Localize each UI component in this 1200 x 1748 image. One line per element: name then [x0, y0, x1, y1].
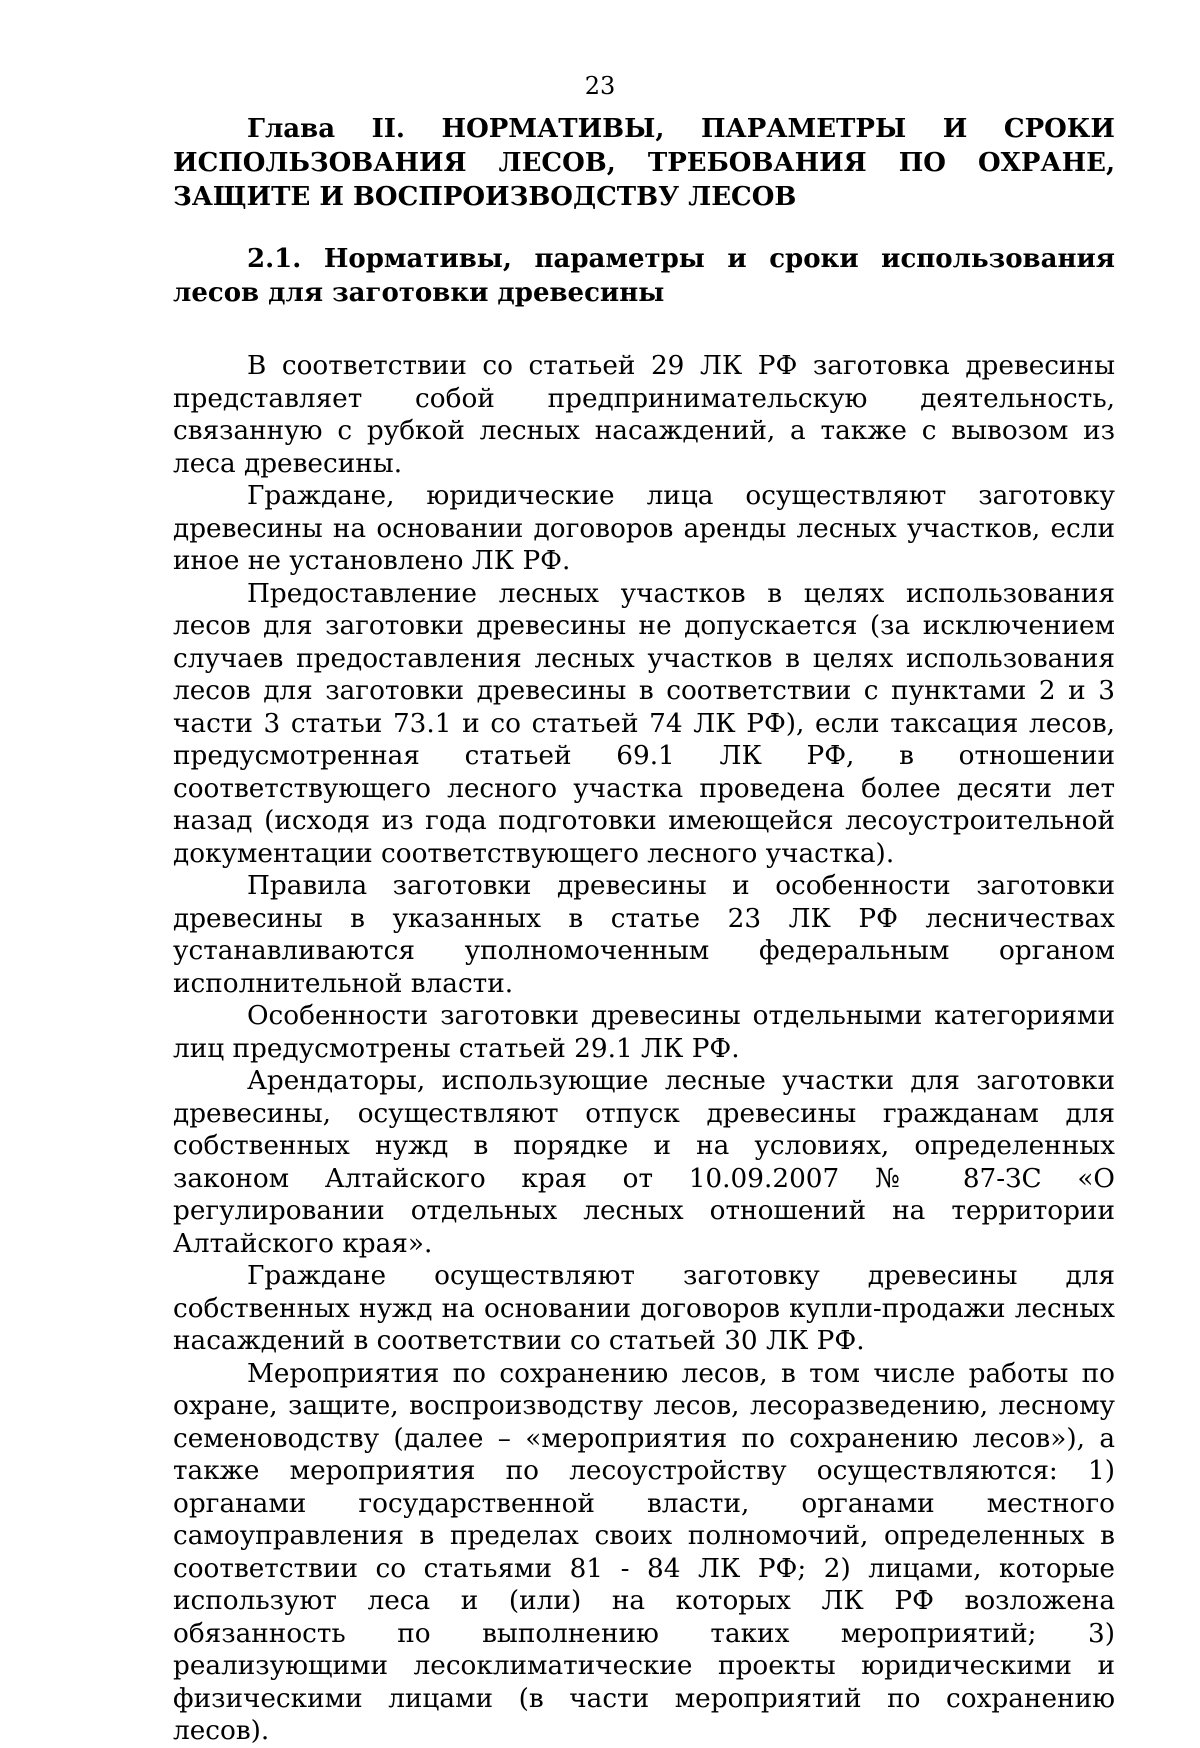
- page-number: 23: [584, 72, 616, 100]
- section-title: 2.1. Нормативы, параметры и сроки использования лесов для заготовки древесины: [173, 244, 1115, 308]
- body-text: [173, 350, 1115, 1748]
- chapter-title: Глава II. НОРМАТИВЫ, ПАРАМЕТРЫ И СРОКИ ИСПОЛЬЗОВАНИЯ ЛЕСОВ, ТРЕБОВАНИЯ ПО ОХРАНЕ, ЗАЩИТЕ И ВОСПРОИЗВОДСТВУ ЛЕСОВ: [173, 114, 1115, 212]
- paragraph: Граждане осуществляют заготовку древесины для собственных нужд на основании договоров купли-продажи лесных насаждений в соответствии со статьей 30 ЛК РФ.: [173, 1261, 1115, 1356]
- paragraph: Особенности заготовки древесины отдельными категориями лиц предусмотрены статьей 29.1 ЛК РФ.: [173, 1001, 1115, 1064]
- page-content: [173, 112, 1115, 1748]
- paragraph: Граждане, юридические лица осуществляют заготовку древесины на основании договоров аренды лесных участков, если иное не установлено ЛК РФ.: [173, 481, 1115, 576]
- paragraph: Мероприятия по сохранению лесов, в том числе работы по охране, защите, воспроизводству лесов, лесоразведению, лесному семеноводству (далее – «мероприятия по сохранению лесов»), а также мероприятия по лесоустройству осуществляются: 1) органами государственной власти, органами местного самоуправления в пределах своих полномочий, определенных в соответствии со статьями 81 - 84 ЛК РФ; 2) лицами, которые используют леса и (или) на которых ЛК РФ возложена обязанность по выполнению таких мероприятий; 3) реализующими лесоклиматические проекты юридическими и физическими лицами (в части мероприятий по сохранению лесов).: [173, 1358, 1115, 1746]
- paragraph: Арендаторы, использующие лесные участки для заготовки древесины, осуществляют отпуск древесины гражданам для собственных нужд в порядке и на условиях, определенных законом Алтайского края от 10.09.2007 № 87-ЗС «О регулировании отдельных лесных отношений на территории Алтайского края».: [173, 1066, 1115, 1259]
- paragraph: В соответствии со статьей 29 ЛК РФ заготовка древесины представляет собой предпринимательскую деятельность, связанную с рубкой лесных насаждений, а также с вывозом из леса древесины.: [173, 351, 1115, 479]
- paragraph: Правила заготовки древесины и особенности заготовки древесины в указанных в статье 23 ЛК РФ лесничествах устанавливаются уполномоченным федеральным органом исполнительной власти.: [173, 871, 1115, 999]
- paragraph: Предоставление лесных участков в целях использования лесов для заготовки древесины не допускается (за исключением случаев предоставления лесных участков в целях использования лесов для заготовки древесины в соответствии с пунктами 2 и 3 части 3 статьи 73.1 и со статьей 74 ЛК РФ), если таксация лесов, предусмотренная статьей 69.1 ЛК РФ, в отношении соответствующего лесного участка проведена более десяти лет назад (исходя из года подготовки имеющейся лесоустроительной документации соответствующего лесного участка).: [173, 578, 1115, 869]
